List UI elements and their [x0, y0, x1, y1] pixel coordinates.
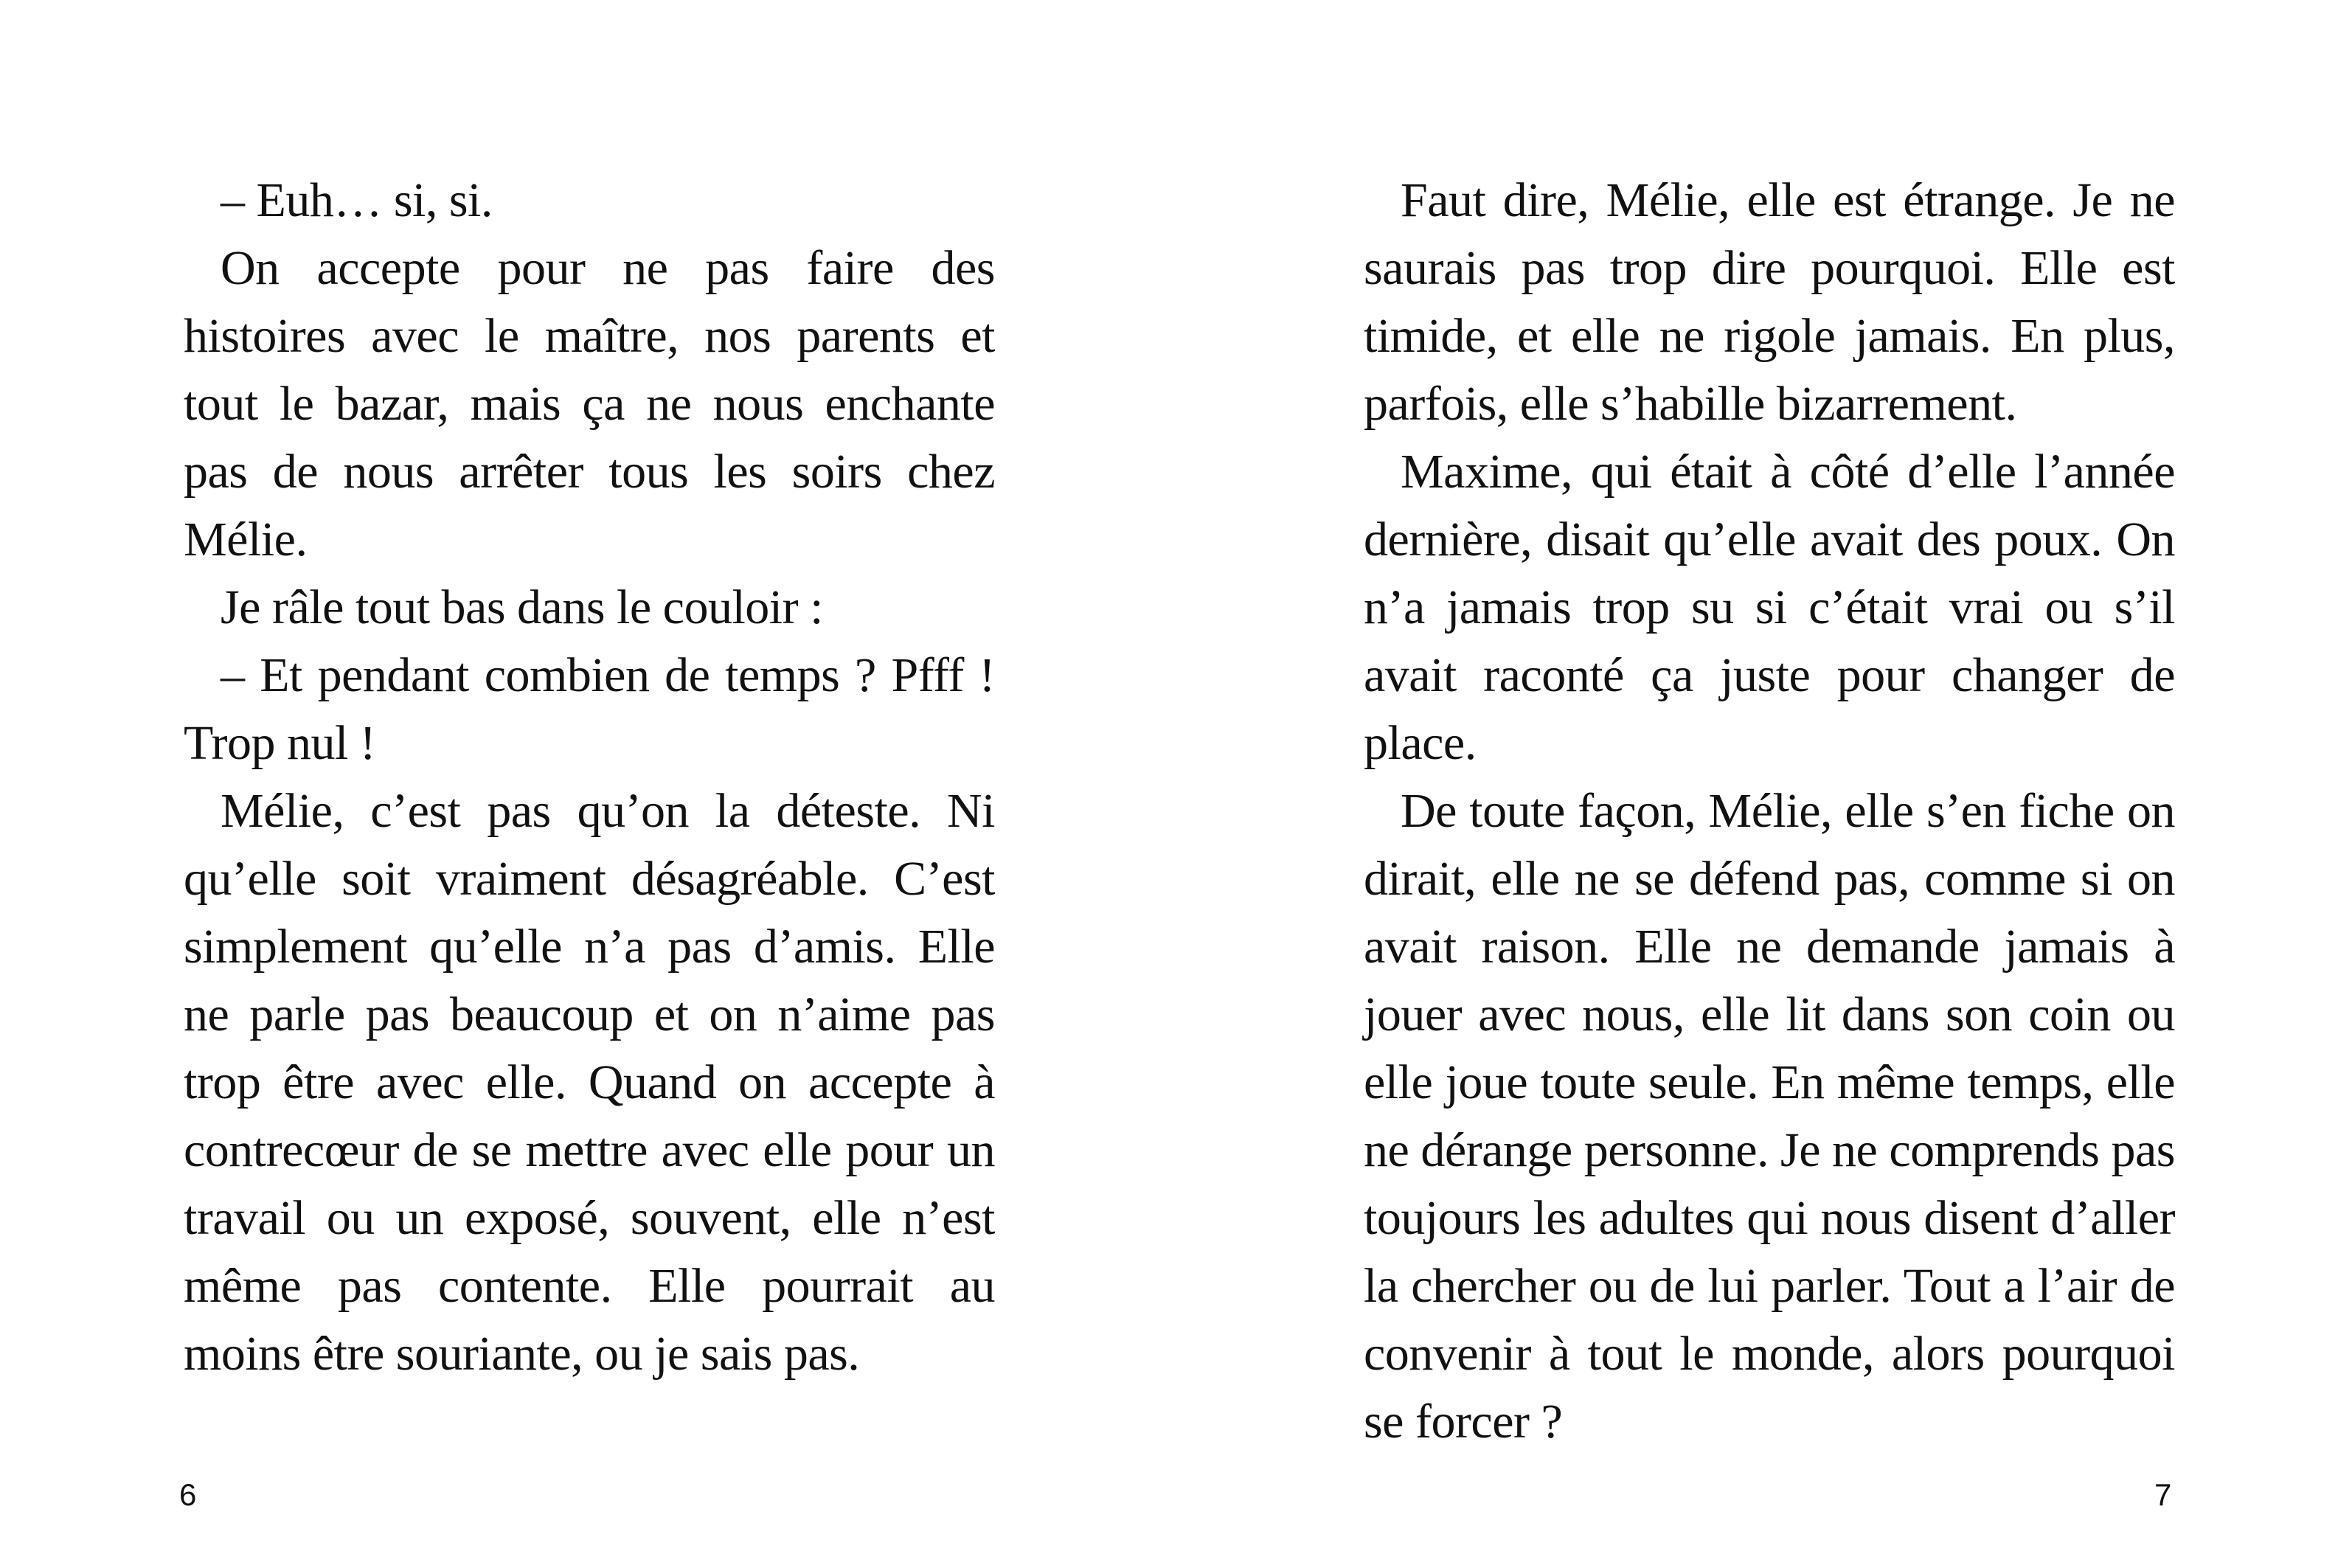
right-page: [1176, 0, 2352, 1568]
paragraph: – Euh… si, si.: [221, 173, 493, 227]
paragraph: Je râle tout bas dans le couloir :: [221, 580, 823, 634]
left-page-text: [184, 167, 995, 1388]
page-number: 6: [179, 1477, 197, 1512]
page-number: 7: [2154, 1477, 2172, 1512]
paragraph: – Et pendant combien de temps ? Pfff ! Trop nul !: [184, 648, 995, 770]
paragraph: De toute façon, Mélie, elle s’en fiche on dirait, elle ne se défend pas, comme si on avait raison. Elle ne demande jamais à jouer avec nous, elle lit dans son coin ou elle joue toute seule. En même temps, elle ne dérange personne. Je ne comprends pas toujours les adultes qui nous disent d’aller la chercher ou de lui parler. Tout a l’air de convenir à tout le monde, alors pourquoi se forcer ?: [1364, 784, 2175, 1449]
paragraph: Faut dire, Mélie, elle est étrange. Je ne saurais pas trop dire pourquoi. Elle est timide, et elle ne rigole jamais. En plus, parfois, elle s’habille bizarrement.: [1364, 173, 2175, 431]
paragraph: Maxime, qui était à côté d’elle l’année dernière, disait qu’elle avait des poux. On n’a jamais trop su si c’était vrai ou s’il avait raconté ça juste pour changer de place.: [1364, 445, 2175, 770]
paragraph: On accepte pour ne pas faire des histoires avec le maître, nos parents et tout le bazar, mais ça ne nous enchante pas de nous arrêter tous les soirs chez Mélie.: [184, 241, 995, 566]
paragraph: Mélie, c’est pas qu’on la déteste. Ni qu’elle soit vraiment désagréable. C’est simplement qu’elle n’a pas d’amis. Elle ne parle pas beaucoup et on n’aime pas trop être avec elle. Quand on accepte à contrecœur de se mettre avec elle pour un travail ou un exposé, souvent, elle n’est même pas contente. Elle pourrait au moins être souriante, ou je sais pas.: [184, 784, 995, 1381]
right-page-text: [1364, 167, 2175, 1456]
